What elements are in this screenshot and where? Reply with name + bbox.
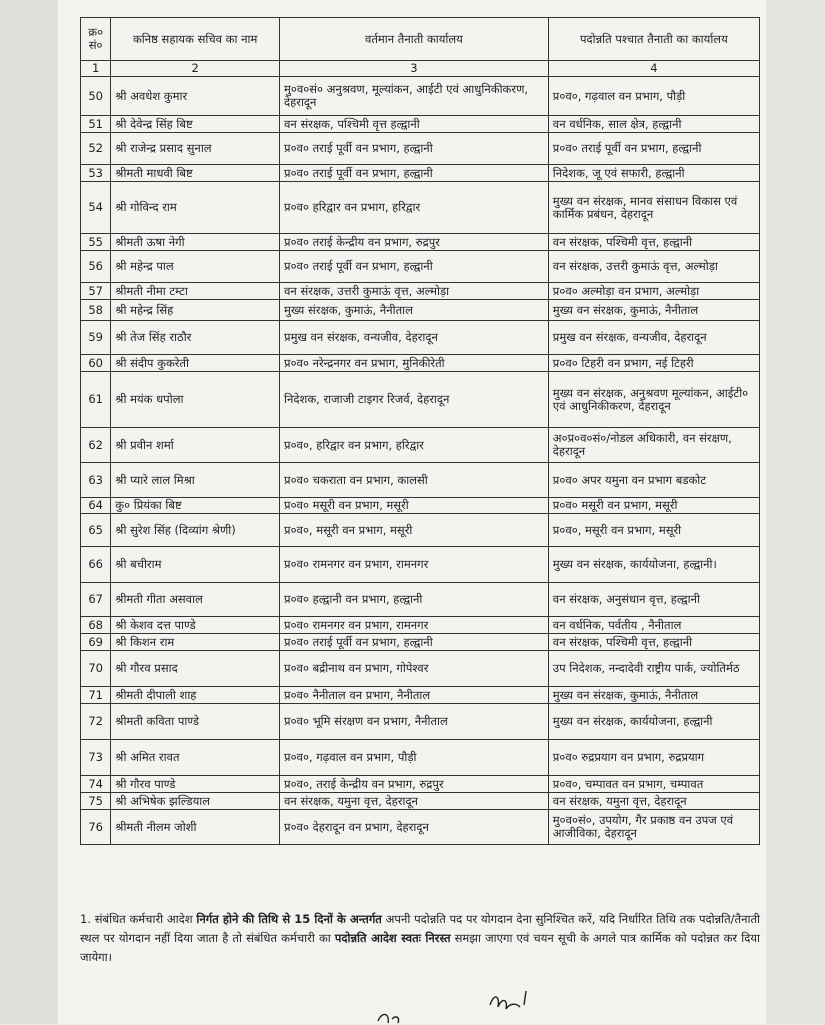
current-posting-cell: वन संरक्षक, यमुना वृत्त, देहरादून xyxy=(280,793,549,810)
current-posting-cell: प्र०व० रामनगर वन प्रभाग, रामनगर xyxy=(280,547,549,583)
table-row xyxy=(81,793,760,810)
table-row xyxy=(81,651,760,687)
header-serial: क्र० सं० xyxy=(81,18,111,61)
name-cell: श्री महेन्द्र सिंह xyxy=(111,300,280,321)
name-cell: श्री महेन्द्र पाल xyxy=(111,251,280,283)
new-posting-cell: मुख्य वन संरक्षक, कार्ययोजना, हल्द्वानी xyxy=(548,704,759,740)
name-cell: श्री संदीप कुकरेती xyxy=(111,355,280,372)
name-cell: श्रीमती ऊषा नेगी xyxy=(111,234,280,251)
serial-cell: 65 xyxy=(81,514,111,547)
new-posting-cell: प्र०व०, मसूरी वन प्रभाग, मसूरी xyxy=(548,514,759,547)
serial-cell: 61 xyxy=(81,372,111,428)
name-cell: श्री सुरेश सिंह (दिव्यांग श्रेणी) xyxy=(111,514,280,547)
current-posting-cell: मुख्य संरक्षक, कुमाऊं, नैनीताल xyxy=(280,300,549,321)
table-row xyxy=(81,547,760,583)
new-posting-cell: वन संरक्षक, अनुसंधान वृत्त, हल्द्वानी xyxy=(548,583,759,617)
table-row xyxy=(81,300,760,321)
table-row xyxy=(81,182,760,234)
new-posting-cell: प्रमुख वन संरक्षक, वन्यजीव, देहरादून xyxy=(548,321,759,355)
serial-cell: 66 xyxy=(81,547,111,583)
current-posting-cell: मु०व०सं० अनुश्रवण, मूल्यांकन, आईटी एवं आधुनिकीकरण, देहरादून xyxy=(280,77,549,116)
new-posting-cell: निदेशक, जू एवं सफारी, हल्द्वानी xyxy=(548,165,759,182)
name-cell: श्री गोविन्द राम xyxy=(111,182,280,234)
name-cell: श्रीमती नीमा टम्टा xyxy=(111,283,280,300)
current-posting-cell: प्र०व०, मसूरी वन प्रभाग, मसूरी xyxy=(280,514,549,547)
name-cell: श्री तेज सिंह राठौर xyxy=(111,321,280,355)
serial-cell: 67 xyxy=(81,583,111,617)
table-row xyxy=(81,514,760,547)
table-row xyxy=(81,133,760,165)
table-row xyxy=(81,776,760,793)
name-cell: श्रीमती गीता असवाल xyxy=(111,583,280,617)
column-number: 2 xyxy=(111,61,280,77)
new-posting-cell: मुख्य वन संरक्षक, कुमाऊं, नैनीताल xyxy=(548,687,759,704)
header-current-posting: वर्तमान तैनाती कार्यालय xyxy=(280,18,549,61)
note-text: अपनी पदोन्नति पद पर योगदान देना सुनिश्चित करें, यदि निर्धारित तिथि तक पदोन्नति/तैनाती स्थल पर योगदान नहीं दिया जाता है तो संबंधित कर्मचारी का xyxy=(80,912,760,945)
table-row xyxy=(81,283,760,300)
name-cell: श्री प्यारे लाल मिश्रा xyxy=(111,463,280,498)
header-name: कनिष्ठ सहायक सचिव का नाम xyxy=(111,18,280,61)
new-posting-cell: अ०प्र०व०सं०/नोडल अधिकारी, वन संरक्षण, देहरादून xyxy=(548,428,759,463)
table-row xyxy=(81,165,760,182)
current-posting-cell: प्र०व० तराई पूर्वी वन प्रभाग, हल्द्वानी xyxy=(280,251,549,283)
name-cell: श्री अवधेश कुमार xyxy=(111,77,280,116)
new-posting-cell: प्र०व० टिहरी वन प्रभाग, नई टिहरी xyxy=(548,355,759,372)
current-posting-cell: प्र०व०, हरिद्वार वन प्रभाग, हरिद्वार xyxy=(280,428,549,463)
note-text: 1. संबंधित कर्मचारी आदेश xyxy=(80,912,197,926)
serial-cell: 51 xyxy=(81,116,111,133)
signature-marks xyxy=(370,985,570,1025)
new-posting-cell: प्र०व० अपर यमुना वन प्रभाग बडकोट xyxy=(548,463,759,498)
column-number: 4 xyxy=(548,61,759,77)
name-cell: श्री अभिषेक झल्डियाल xyxy=(111,793,280,810)
posting-table xyxy=(80,17,760,845)
table-row xyxy=(81,355,760,372)
photo-background-left xyxy=(0,0,58,1024)
note-text: समझा जाएगा एवं चयन सूची के अगले पात्र कार्मिक को पदोन्नत कर दिया जायेगा। xyxy=(80,931,760,964)
photo-background-right xyxy=(766,0,825,1024)
table-row xyxy=(81,810,760,845)
name-cell: श्रीमती माधवी बिष्ट xyxy=(111,165,280,182)
name-cell: श्री देवेन्द्र सिंह बिष्ट xyxy=(111,116,280,133)
new-posting-cell: प्र०व० मसूरी वन प्रभाग, मसूरी xyxy=(548,498,759,514)
name-cell: श्री बचीराम xyxy=(111,547,280,583)
new-posting-cell: वन वर्धनिक, पर्वतीय , नैनीताल xyxy=(548,617,759,634)
serial-cell: 58 xyxy=(81,300,111,321)
table-row xyxy=(81,321,760,355)
serial-cell: 75 xyxy=(81,793,111,810)
current-posting-cell: प्र०व० भूमि संरक्षण वन प्रभाग, नैनीताल xyxy=(280,704,549,740)
current-posting-cell: प्र०व० मसूरी वन प्रभाग, मसूरी xyxy=(280,498,549,514)
new-posting-cell: प्र०व०, गढ़वाल वन प्रभाग, पौड़ी xyxy=(548,77,759,116)
new-posting-cell: प्र०व० अल्मोड़ा वन प्रभाग, अल्मोड़ा xyxy=(548,283,759,300)
table-row xyxy=(81,116,760,133)
header-row xyxy=(81,18,760,61)
current-posting-cell: वन संरक्षक, उत्तरी कुमाऊं वृत्त, अल्मोड़ा xyxy=(280,283,549,300)
name-cell: श्री मयंक धपोला xyxy=(111,372,280,428)
table-row xyxy=(81,251,760,283)
new-posting-cell: मुख्य वन संरक्षक, कुमाऊं, नैनीताल xyxy=(548,300,759,321)
table-row xyxy=(81,704,760,740)
serial-cell: 52 xyxy=(81,133,111,165)
serial-cell: 70 xyxy=(81,651,111,687)
serial-cell: 69 xyxy=(81,634,111,651)
new-posting-cell: प्र०व०, चम्पावत वन प्रभाग, चम्पावत xyxy=(548,776,759,793)
current-posting-cell: प्र०व०, गढ़वाल वन प्रभाग, पौड़ी xyxy=(280,740,549,776)
name-cell: श्री प्रवीन शर्मा xyxy=(111,428,280,463)
table-row xyxy=(81,77,760,116)
current-posting-cell: प्र०व० चकराता वन प्रभाग, कालसी xyxy=(280,463,549,498)
current-posting-cell: प्र०व० बद्रीनाथ वन प्रभाग, गोपेश्वर xyxy=(280,651,549,687)
current-posting-cell: निदेशक, राजाजी टाइगर रिजर्व, देहरादून xyxy=(280,372,549,428)
current-posting-cell: वन संरक्षक, पश्चिमी वृत्त हल्द्वानी xyxy=(280,116,549,133)
name-cell: श्री राजेन्द्र प्रसाद सुनाल xyxy=(111,133,280,165)
table-row xyxy=(81,463,760,498)
table-row xyxy=(81,428,760,463)
table-row xyxy=(81,617,760,634)
instruction-note xyxy=(80,910,760,967)
serial-cell: 50 xyxy=(81,77,111,116)
current-posting-cell: प्र०व०, तराई केन्द्रीय वन प्रभाग, रुद्रपुर xyxy=(280,776,549,793)
new-posting-cell: वन संरक्षक, यमुना वृत्त, देहरादून xyxy=(548,793,759,810)
note-emphasis: पदोन्नति आदेश स्वतः निरस्त xyxy=(334,931,451,945)
serial-cell: 74 xyxy=(81,776,111,793)
column-number-row xyxy=(81,61,760,77)
table-row xyxy=(81,372,760,428)
serial-cell: 56 xyxy=(81,251,111,283)
table-row xyxy=(81,234,760,251)
current-posting-cell: प्र०व० हल्द्वानी वन प्रभाग, हल्द्वानी xyxy=(280,583,549,617)
new-posting-cell: वन संरक्षक, पश्चिमी वृत्त, हल्द्वानी xyxy=(548,634,759,651)
current-posting-cell: प्र०व० तराई पूर्वी वन प्रभाग, हल्द्वानी xyxy=(280,634,549,651)
table-row xyxy=(81,498,760,514)
table-row xyxy=(81,583,760,617)
column-number: 1 xyxy=(81,61,111,77)
serial-cell: 60 xyxy=(81,355,111,372)
new-posting-cell: मुख्य वन संरक्षक, कार्ययोजना, हल्द्वानी। xyxy=(548,547,759,583)
serial-cell: 72 xyxy=(81,704,111,740)
name-cell: श्री अमित रावत xyxy=(111,740,280,776)
serial-cell: 73 xyxy=(81,740,111,776)
column-number: 3 xyxy=(280,61,549,77)
table-row xyxy=(81,687,760,704)
serial-cell: 64 xyxy=(81,498,111,514)
current-posting-cell: प्र०व० हरिद्वार वन प्रभाग, हरिद्वार xyxy=(280,182,549,234)
current-posting-cell: प्र०व० रामनगर वन प्रभाग, रामनगर xyxy=(280,617,549,634)
new-posting-cell: प्र०व० रुद्रप्रयाग वन प्रभाग, रुद्रप्रयाग xyxy=(548,740,759,776)
current-posting-cell: प्र०व० नरेन्द्रनगर वन प्रभाग, मुनिकीरेती xyxy=(280,355,549,372)
current-posting-cell: प्रमुख वन संरक्षक, वन्यजीव, देहरादून xyxy=(280,321,549,355)
serial-cell: 53 xyxy=(81,165,111,182)
new-posting-cell: मुख्य वन संरक्षक, अनुश्रवण मूल्यांकन, आईटी० एवं आधुनिकीकरण, देहरादून xyxy=(548,372,759,428)
current-posting-cell: प्र०व० नैनीताल वन प्रभाग, नैनीताल xyxy=(280,687,549,704)
new-posting-cell: वन वर्धनिक, साल क्षेत्र, हल्द्वानी xyxy=(548,116,759,133)
table-row xyxy=(81,740,760,776)
current-posting-cell: प्र०व० तराई पूर्वी वन प्रभाग, हल्द्वानी xyxy=(280,133,549,165)
name-cell: कु० प्रियंका बिष्ट xyxy=(111,498,280,514)
name-cell: श्रीमती दीपाली शाह xyxy=(111,687,280,704)
serial-cell: 68 xyxy=(81,617,111,634)
table-row xyxy=(81,634,760,651)
name-cell: श्री गौरव प्रसाद xyxy=(111,651,280,687)
header-new-posting: पदोन्नति पश्चात तैनाती का कार्यालय xyxy=(548,18,759,61)
name-cell: श्री किशन राम xyxy=(111,634,280,651)
serial-cell: 71 xyxy=(81,687,111,704)
name-cell: श्री केशव दत्त पाण्डे xyxy=(111,617,280,634)
name-cell: श्रीमती नीलम जोशी xyxy=(111,810,280,845)
note-emphasis: निर्गत होने की तिथि से 15 दिनों के अन्तर्गत xyxy=(196,912,382,926)
new-posting-cell: प्र०व० तराई पूर्वी वन प्रभाग, हल्द्वानी xyxy=(548,133,759,165)
current-posting-cell: प्र०व० देहरादून वन प्रभाग, देहरादून xyxy=(280,810,549,845)
serial-cell: 54 xyxy=(81,182,111,234)
new-posting-cell: उप निदेशक, नन्दादेवी राष्ट्रीय पार्क, ज्योतिर्मठ xyxy=(548,651,759,687)
name-cell: श्री गौरव पाण्डे xyxy=(111,776,280,793)
serial-cell: 62 xyxy=(81,428,111,463)
new-posting-cell: वन संरक्षक, पश्चिमी वृत्त, हल्द्वानी xyxy=(548,234,759,251)
serial-cell: 55 xyxy=(81,234,111,251)
new-posting-cell: मुख्य वन संरक्षक, मानव संसाधन विकास एवं कार्मिक प्रबंधन, देहरादून xyxy=(548,182,759,234)
name-cell: श्रीमती कविता पाण्डे xyxy=(111,704,280,740)
current-posting-cell: प्र०व० तराई पूर्वी वन प्रभाग, हल्द्वानी xyxy=(280,165,549,182)
serial-cell: 57 xyxy=(81,283,111,300)
table-body xyxy=(81,77,760,845)
new-posting-cell: वन संरक्षक, उत्तरी कुमाऊं वृत्त, अल्मोड़ा xyxy=(548,251,759,283)
serial-cell: 63 xyxy=(81,463,111,498)
serial-cell: 76 xyxy=(81,810,111,845)
current-posting-cell: प्र०व० तराई केन्द्रीय वन प्रभाग, रुद्रपुर xyxy=(280,234,549,251)
new-posting-cell: मु०व०सं०, उपयोग, गैर प्रकाष्ठ वन उपज एवं आजीविका, देहरादून xyxy=(548,810,759,845)
serial-cell: 59 xyxy=(81,321,111,355)
